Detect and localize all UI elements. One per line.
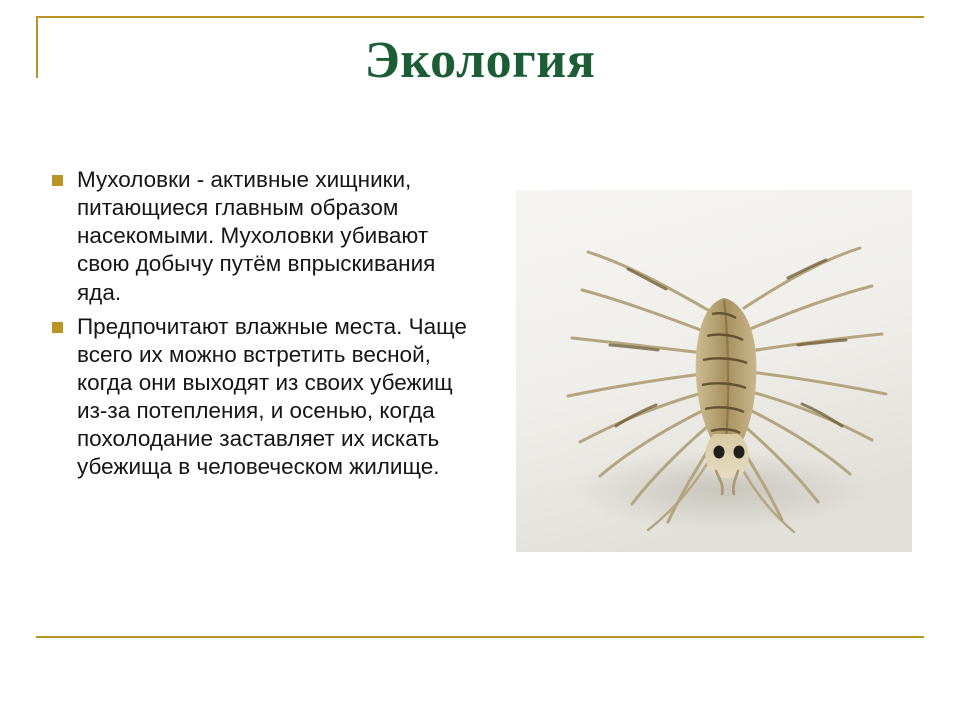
square-bullet-icon bbox=[52, 175, 63, 186]
square-bullet-icon bbox=[52, 322, 63, 333]
bullet-text: Предпочитают влажные места. Чаще всего их можно встретить весной, когда они выходят из своих убежищ из-за потепления, и осенью, когда похолодание заставляет их искать убежища в человеческом жилище. bbox=[77, 313, 467, 480]
bullet-item bbox=[52, 166, 472, 307]
bottom-divider bbox=[36, 636, 924, 638]
top-divider bbox=[36, 16, 924, 18]
bullet-text: Мухоловки - активные хищники, питающиеся главным образом насекомыми. Мухоловки убивают свою добычу путём впрыскивания яда. bbox=[77, 167, 436, 305]
slide-body bbox=[52, 166, 472, 487]
bullet-item bbox=[52, 313, 472, 482]
slide-title: Экология bbox=[364, 32, 596, 89]
house-centipede-photo bbox=[516, 190, 912, 552]
